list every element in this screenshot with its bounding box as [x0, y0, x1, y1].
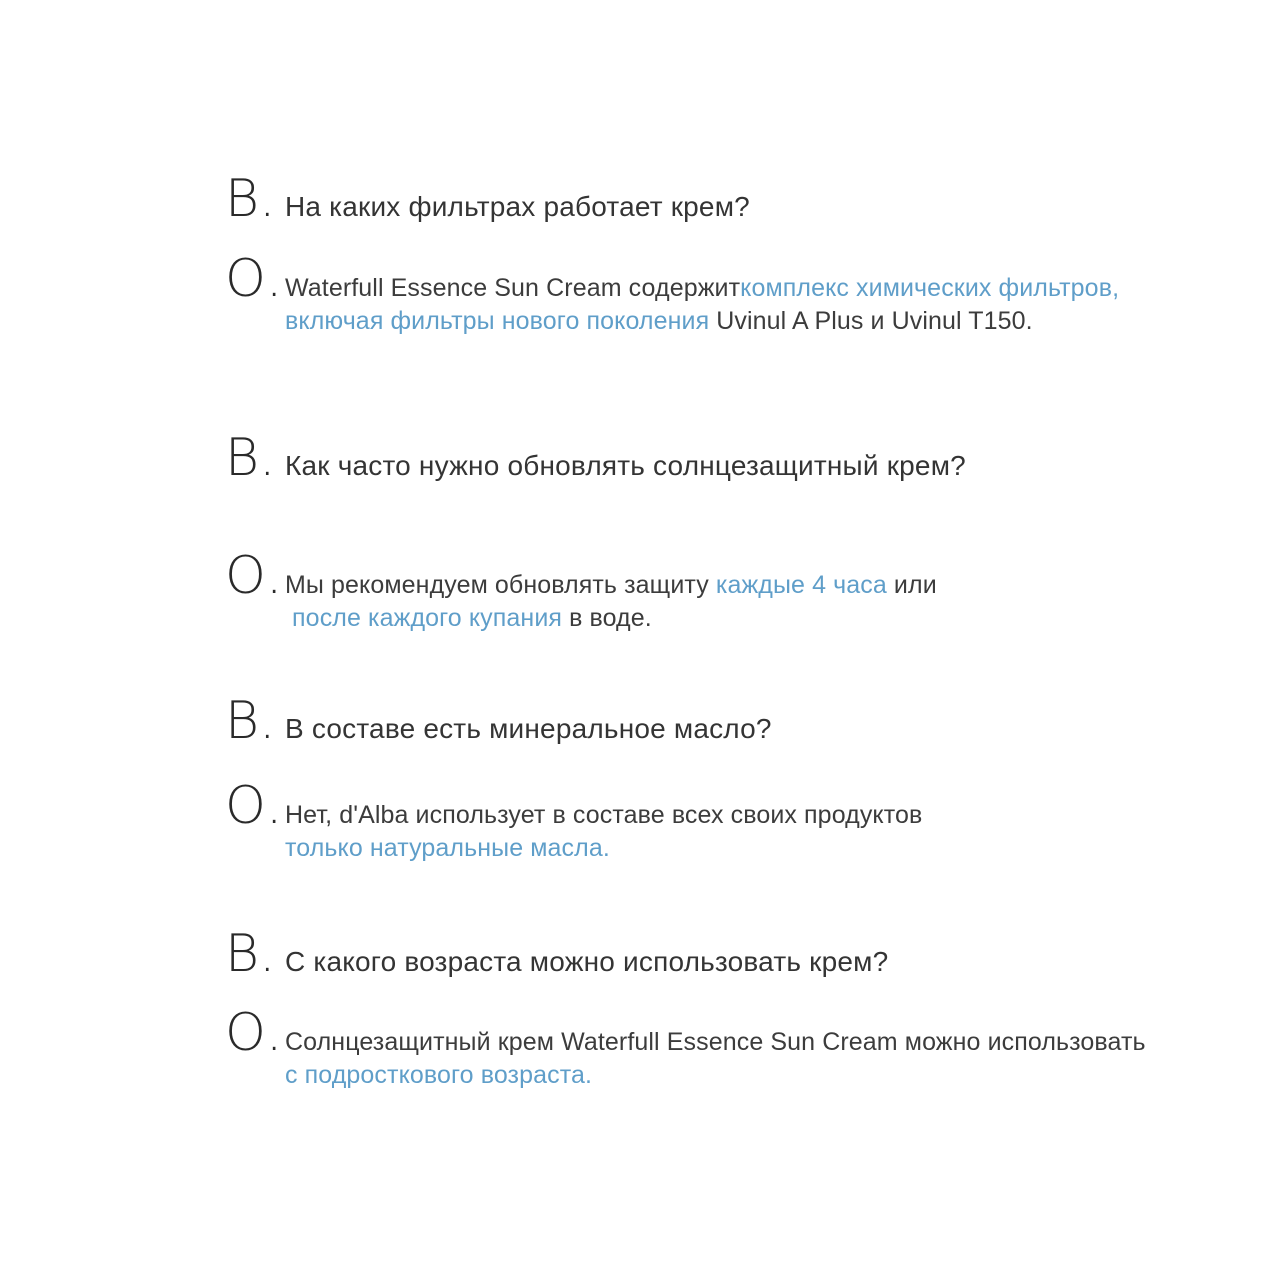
faq-answer-row-1 [225, 249, 1120, 338]
faq-question-row-4 [225, 924, 889, 984]
answer-segment: Нет, d'Alba использует в составе всех своих продуктов [285, 801, 923, 829]
answer-segment: Uvinul A Plus и Uvinul T150. [716, 307, 1033, 335]
answer-line [285, 305, 1119, 338]
answer-segment: Waterfull Essence Sun Cream содержит [285, 274, 741, 302]
question-marker: В. [225, 428, 276, 488]
answer-segment-highlight: каждые 4 часа [715, 571, 887, 599]
faq-answer-row-3 [225, 776, 923, 865]
answer-line [285, 1026, 1146, 1059]
question-text: В составе есть минеральное масло? [285, 713, 772, 744]
answer-segment: или [886, 571, 937, 599]
question-marker: В. [225, 169, 276, 229]
answer-line [285, 799, 922, 832]
answer-segment-highlight: включая фильтры нового поколения [285, 307, 717, 335]
question-marker: В. [225, 924, 276, 984]
answer-segment-highlight: только натуральные масла. [285, 834, 610, 862]
question-text: На каких фильтрах работает крем? [285, 191, 750, 222]
answer-marker: О. [225, 249, 283, 309]
question-text: С какого возраста можно использовать крем? [285, 946, 889, 977]
question-marker: В. [225, 691, 276, 751]
answer-text [285, 569, 937, 635]
answer-segment-highlight: с подросткового возраста. [285, 1061, 593, 1089]
answer-segment-highlight: комплекс химических фильтров, [740, 274, 1120, 302]
answer-segment: Мы рекомендуем обновлять защиту [285, 571, 716, 599]
faq-answer-row-4 [225, 1003, 1146, 1092]
answer-segment: в воде. [562, 604, 652, 632]
faq-question-row-3 [225, 691, 772, 751]
answer-marker: О. [225, 546, 283, 606]
answer-line [285, 569, 937, 602]
answer-marker: О. [225, 776, 283, 836]
question-text: Как часто нужно обновлять солнцезащитный крем? [285, 450, 966, 481]
faq-question-row-2 [225, 428, 966, 488]
answer-segment: Солнцезащитный крем Waterfull Essence Sun Cream можно использовать [285, 1028, 1146, 1056]
answer-text [285, 1026, 1146, 1092]
answer-text [285, 799, 922, 865]
answer-line [285, 602, 937, 635]
answer-line [285, 1059, 1146, 1092]
answer-line [285, 832, 922, 865]
answer-segment-highlight: после каждого купания [285, 604, 563, 632]
answer-marker: О. [225, 1003, 283, 1063]
answer-text [285, 272, 1119, 338]
faq-question-row-1 [225, 169, 750, 229]
answer-line [285, 272, 1119, 305]
faq-answer-row-2 [225, 546, 937, 635]
